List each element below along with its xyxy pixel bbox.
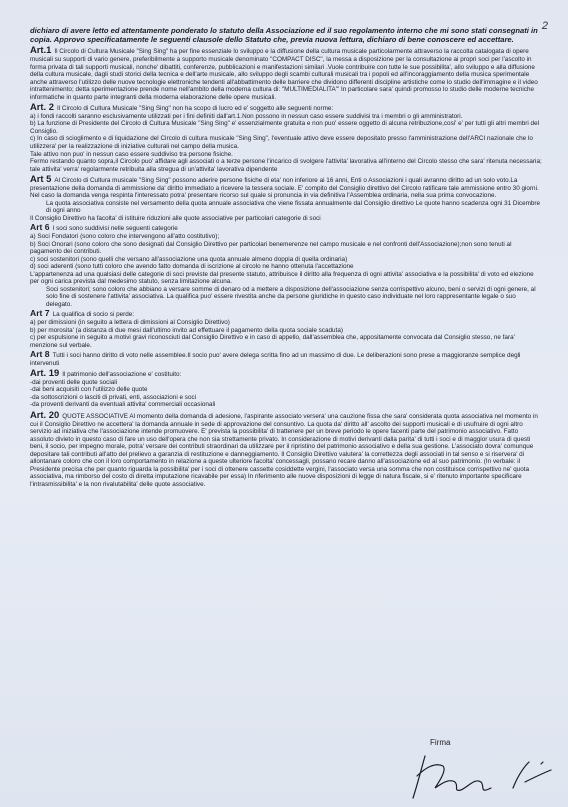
article-19-item: -dai beni acquisiti con l'utilizzo delle quote [30, 386, 148, 394]
article-7-item: c) per espulsione in seguito a motivi gravi riconosciuti dal Consiglio Direttivo e in caso di appello, dall'assemblea che, appositamente convocata dal Consiglio stesso, ne fara' menzione sul verbale. [30, 334, 515, 349]
article-7-item: b) per morosita' (a distanza di due mesi dall'ultimo invito ad effettuare il pagamento della quota sociale scaduta) [30, 326, 343, 334]
article-5-text: Al Circolo di Cultura musicale "Sing Sing" possono aderire persone fisiche di eta' non inferiore ai 16 anni, Enti o Associazioni i quali avranno diritto ad un solo voto.La presentazione della domanda di ammissione da' diritto immediato a ricevere la tessera sociale. E' compito del Consiglio direttivo del Circolo ratificare tale ammissione entro 30 giorni. Nel caso la domanda venga respinta l'interessato potra' presentare ricorso sul quale si pronuncia in via definitiva l'Assemblea ordinaria, nella sua prima convocazione. [30, 177, 539, 200]
article-7-item: a) per dimissioni (in seguito a lettera di dimissioni al Consiglio Direttivo) [30, 319, 230, 326]
article-2-item: a) i fondi raccolti saranno esclusivamente utilizzati per i fini definiti dall'art.1.Non possono in nessun caso essere suddivisi tra i membri o gli amministratori. [30, 112, 463, 120]
article-2-text: Il Circolo di Cultura Musicale "Sing Sing" non ha scopo di lucro ed e' soggetto alle seguenti norme: [56, 105, 334, 113]
article-5-label: Art 5 [30, 173, 52, 185]
article-2-item: Fermo restando quanto sopra,il Circolo puo' affidare agli associati o a terze persone l'incarico di svolgere l'attivita' lavorativa all'interno del Circolo stesso che sara' ritenuta necessaria; tale attivita' verra' regolarmente retribuita alla stregua di un'attivita' lavorativa dipendente [30, 158, 542, 173]
article-6-text: I soci sono suddivisi nelle seguenti categorie [52, 225, 178, 233]
article-1-label: Art.1 [30, 44, 52, 56]
article-20 [30, 411, 542, 488]
article-2-item: b) La funzione di Presidente del Circolo di Cultura Musicale "Sing Sing" e' essenzialmente gratuita e non puo' essere oggetto di alcuna retribuzione,cosi' e' per tutti gli altri membri del Consiglio. [30, 120, 540, 135]
article-19-label: Art. 19 [30, 367, 60, 379]
article-6-item: L'appartenenza ad una qualsiasi delle categorie di soci previste dal presente statuto, attribuisce il diritto alla frequenza di ogni attivita' associativa e la possibilita' di voto ed elezione per ogni carica prevista dal medesimo statuto, senza limitazione alcuna. [30, 270, 534, 286]
handwritten-signature [395, 748, 560, 803]
article-19-item: -da sottoscrizioni o lasciti di privati, enti, associazioni e soci [30, 393, 197, 401]
article-19-item: -da proventi derivanti da eventuali attivita' commerciali occasionali [30, 401, 216, 409]
article-6-label: Art 6 [30, 222, 50, 233]
article-20-label: Art. 20 [30, 409, 60, 421]
article-20-text: QUOTE ASSOCIATIVE Al momento della domanda di adesione, l'aspirante associato versera' una cauzione fissa che sara' considerata quota associativa nel momento in cui il Consiglio Direttivo ne accettera' la domanda annuale in sede di approvazione del consuntivo. La quota da' diritto all' ascolto dei supporti musicali e di usufruire di ogni altro servizio ad iniziativa che l'associazione intende promuovere. E' prevista la possibilita' di trattenere per un breve periodo le opere facenti parte del patrimonio associativo. Fatto assoluto divieto in questo caso di fare un uso dell'opera che non sia strettamente privato. In considerazione di motivi derivanti dalla parita' di tutti i soci e di maggior usura di questi beni, il socio, per impegno morale, potra' versare dei contributi straordinari da utilizzare per il ripristino del patrimonio associativo e della sua gestione. L'associato dovra' comunque depositare tali contributi all'atto del prelievo a garanzia di restituzione e danneggiamento. Il Consiglio Direttivo valutera' la correttezza degli associati in tal senso e si riservera' di allontanare coloro che con il loro comportamento in relazione a queste ulteriore facolta' concessagli, possano recare danno all'associazione ed al suo patrimonio. (In verbale: il Presidente precisa che per quanto riguarda la possibilita' per i soci di ottenere cassette cosiddette vergini, l'associato versa una somma che non costituisce corrispettivo ne' quota associativa, ma rimborso del costo di diretta imputazione ricavabile per essa) In riferimento alle nuove disposizioni di legge di natura fiscale, si e' ritenuto importante specificare l'intrasmissibilita' e la non rivalutabilita' delle quote associative. [30, 413, 538, 488]
article-1 [30, 46, 542, 101]
article-8-label: Art 8 [30, 349, 50, 360]
article-8-text: Tutti i soci hanno diritto di voto nelle assemblee.Il socio puo' avere delega scritta fino ad un massimo di due. Le deliberazioni sono prese a maggioranze semplice degli intervenuti [30, 352, 521, 367]
signature-label: Firma [430, 738, 451, 747]
article-6-item: a) Soci Fondatori (sono coloro che intervengono all'atto costitutivo); [30, 232, 220, 240]
article-2-label: Art. 2 [30, 101, 54, 113]
article-6-item: c) soci sostenitori (sono quelli che versano all'associazione una quota annuale almeno doppia di quella ordinaria) [30, 255, 348, 263]
article-7-text: La qualifica di socio si perde: [52, 311, 135, 319]
article-5 [30, 175, 542, 200]
article-2-item: Tale attivo non puo' in nessun caso essere suddiviso tra persone fisiche. [30, 150, 233, 158]
article-6-item: d) soci aderenti (sono tutti coloro che avendo fatto domanda di iscrizione al circolo ne hanno ottenuta l'accettazione [30, 263, 354, 271]
article-7 [30, 310, 542, 319]
article-5-item: Il Consiglio Direttivo ha facolta' di istituire riduzioni alle quote associative per particolari categorie di soci [30, 214, 321, 222]
article-19-text: Il patrimonio dell'associazione e' costituito: [62, 371, 182, 379]
article-1-text: Il Circolo di Cultura Musicale "Sing Sing" ha per fine essenziale lo sviluppo e la diffusione della cultura musicale particolarmente attraverso la raccolta catalogata di opere musicali su supporti di vario genere, preferibilmente a supporto musicale denominato "COMPACT DISC", la messa a disposizione per la consultazione ai propri soci per l'ascolto in forma privata di tali supporti musicali, nonche' dibattiti, conferenze, pubblicazioni e manifestazioni similari .Vuole contribuire con tutte le sue possibilita', allo sviluppo e alla diffusione della cultura musicale, dagli studi storici della tecnica e dell'arte musicale, allo sviluppo degli scambi culturali musicali tra i popoli ed all'incoraggiamento della musica sperimentale anche attraverso l'utilizzo delle nuove tecnologie elettroniche tendenti all'abbattimento delle barriere che dividono differenti discipline artistiche come lo studio dell'immagine e il video intrattenimento; detta sperimentazione prende nome nell'ambito della moderna cultura di: "MULTIMEDIALITA'" In particolare sara' quindi promosso lo studio delle moderne tecniche informatiche in quanto parte integranti della moderna elaborazione delle opere musicali. [30, 48, 538, 101]
statute-articles [30, 46, 542, 488]
article-7-label: Art 7 [30, 308, 50, 319]
article-6 [30, 224, 542, 233]
article-8 [30, 351, 542, 367]
article-19-item: -dai proventi delle quote sociali [30, 378, 118, 386]
article-5-item: La quota associativa consiste nel versamento della quota annuale associativa che viene fissata annualmente dal Consiglio direttivo Le quote hanno scadenza ogni 31 Dicembre di ogni anno [46, 199, 541, 215]
article-19 [30, 369, 542, 379]
intro-declaration: dichiaro di avere letto ed attentamente ponderato lo statuto della Associazione ed il suo regolamento interno che mi sono stati consegnati in copia. Approvo specificatamente le seguenti clausole dello Statuto che, previa nuova lettura, dichiaro di bene conoscere ed accettare. [30, 26, 538, 45]
article-6-item: b) Soci Onorari (sono coloro che sono designati dal Consiglio Direttivo per particolari benemerenze nel campo musicale e nel confronti dell'Associazione);non sono tenuti al pagamento dei contributi. [30, 240, 512, 256]
page-number: 2 [541, 20, 548, 32]
article-2-item: c) In caso di scioglimento e di liquidazione del Circolo di cultura musicale "Sing Sing", l'eventuale attivo deve essere depositato presso l'amministrazione dell'ARCI nazionale che lo utilizzera' per la realizzazione di iniziative culturali nel campo della musica. [30, 135, 533, 150]
article-2 [30, 103, 542, 113]
article-6-item: Soci sostenitori; sono coloro che abbiano a versare somme di denaro od a mettere a disposizione dell'associazione senza corrispettivo alcuno, beni o servizi di ogni genere, al solo fine di sostenere l'attivita' associativa. La qualifica puo' essere rivestita anche da persone giuridiche in questo caso individuate nel loro rappresentante legale o suo delegato. [46, 285, 536, 308]
